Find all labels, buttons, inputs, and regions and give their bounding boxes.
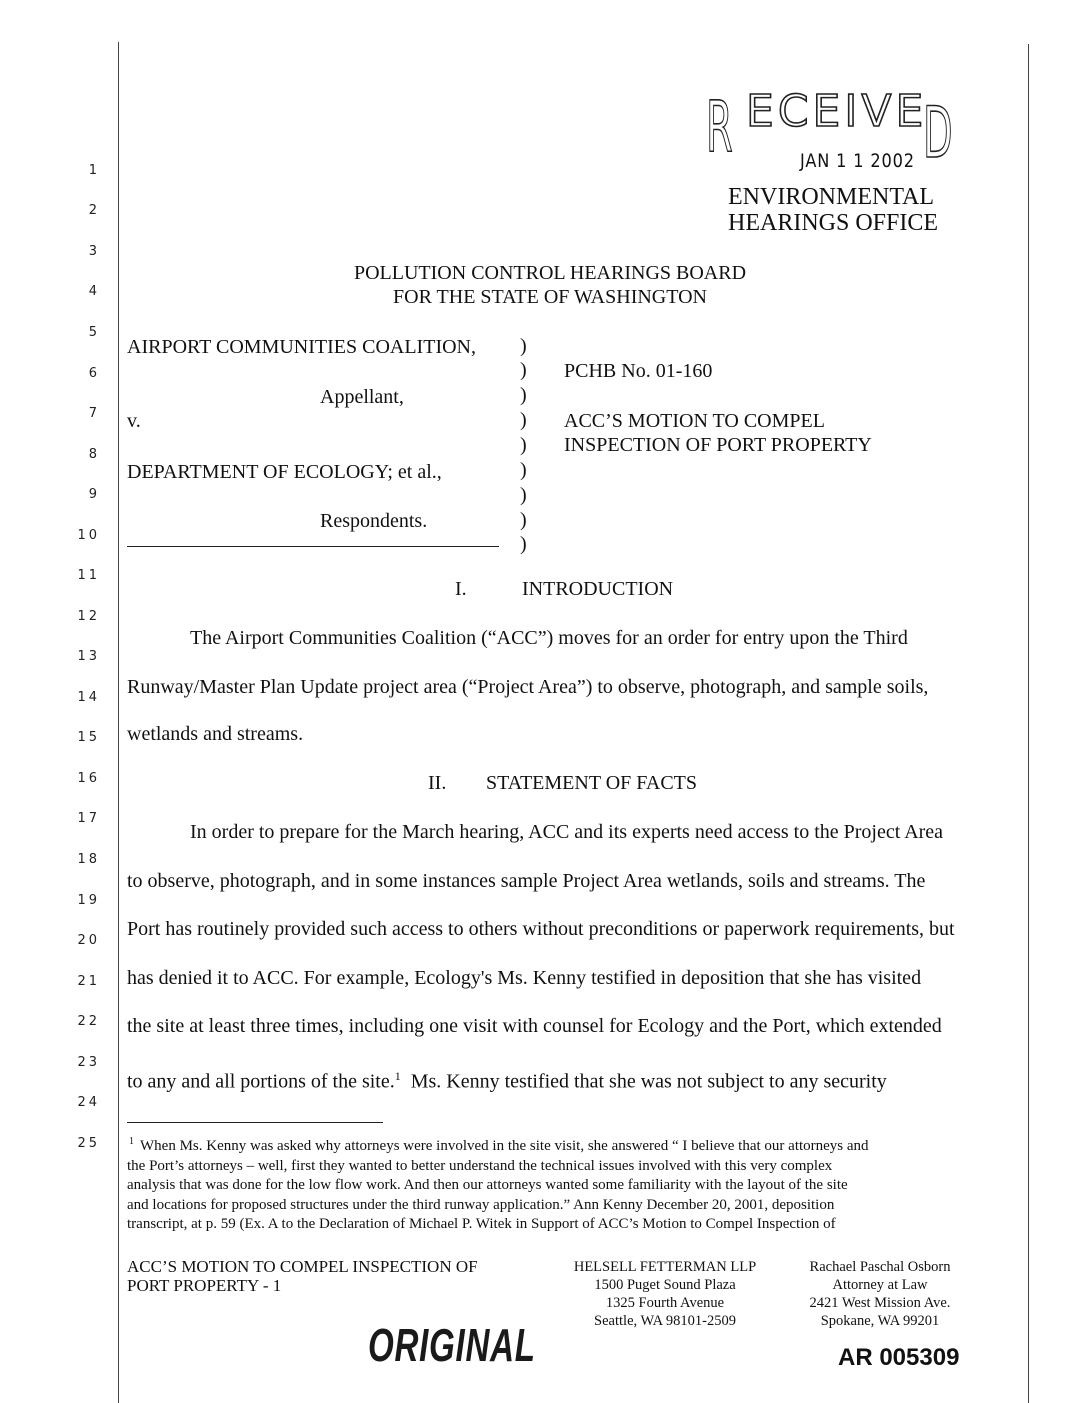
footnote-reference[interactable]: 1 xyxy=(394,1069,401,1083)
footer-doc-title xyxy=(127,1257,478,1295)
line-number: 3 xyxy=(88,244,100,259)
line-number: 5 xyxy=(88,325,100,340)
footnote-line: and locations for proposed structures under the third runway application.” Ann Kenny December 20, 2001, deposition xyxy=(127,1196,835,1213)
body-line: In order to prepare for the March hearing, ACC and its experts need access to the Project Area xyxy=(190,821,944,843)
line-number: 7 xyxy=(88,406,100,421)
respondent-name: DEPARTMENT OF ECOLOGY; et al., xyxy=(127,461,442,483)
body-line: Port has routinely provided such access to others without preconditions or paperwork requirements, but xyxy=(127,918,955,940)
line-number: 23 xyxy=(77,1055,100,1070)
firm-address-line: 1500 Puget Sound Plaza xyxy=(594,1277,736,1293)
body-line: wetlands and streams. xyxy=(127,723,304,745)
caption-paren: ) xyxy=(520,509,527,531)
right-margin-rule xyxy=(1028,44,1029,1403)
footnote-text: When Ms. Kenny was asked why attorneys were involved in the site visit, she answered “ I believe that our attorneys and xyxy=(140,1138,869,1154)
original-stamp: ORIGINAL xyxy=(368,1319,536,1371)
motion-title-line1: ACC’S MOTION TO COMPEL xyxy=(564,410,825,432)
caption-paren: ) xyxy=(520,409,527,431)
caption-paren: ) xyxy=(520,335,527,357)
line-number: 1 xyxy=(88,163,100,178)
line-number: 13 xyxy=(77,649,100,664)
line-number: 25 xyxy=(77,1136,100,1151)
footnote-line: the Port’s attorneys – well, first they wanted to better understand the technical issues involved with this very complex xyxy=(127,1157,833,1174)
received-stamp xyxy=(706,86,996,176)
section-number: I. xyxy=(455,578,467,600)
stamp-letter: D xyxy=(923,92,953,174)
line-number: 6 xyxy=(88,366,100,381)
attorney-name: Rachael Paschal Osborn xyxy=(809,1259,951,1275)
office-name-line1: ENVIRONMENTAL xyxy=(728,184,935,210)
line-number: 21 xyxy=(77,974,100,989)
stamp-letter: C xyxy=(777,86,809,137)
footnote-line xyxy=(127,1132,1027,1157)
line-number: 24 xyxy=(77,1095,100,1110)
body-line: Runway/Master Plan Update project area (“Project Area”) to observe, photograph, and sample soils, xyxy=(127,676,929,698)
line-number: 8 xyxy=(88,447,100,462)
stamp-letter: I xyxy=(844,86,858,137)
board-name: POLLUTION CONTROL HEARINGS BOARD xyxy=(353,262,747,284)
bates-number: AR 005309 xyxy=(838,1344,960,1371)
line-number: 2 xyxy=(88,203,100,218)
caption-paren: ) xyxy=(520,434,527,456)
line-number: 9 xyxy=(88,487,100,502)
caption-paren: ) xyxy=(520,533,527,555)
body-line-text: to any and all portions of the site. xyxy=(127,1070,395,1093)
firm-name: HELSELL FETTERMAN LLP xyxy=(573,1259,757,1275)
stamp-letter: V xyxy=(861,86,892,137)
stamp-letter: E xyxy=(895,86,924,137)
firm-address-line: Seattle, WA 98101-2509 xyxy=(594,1313,736,1329)
caption-paren: ) xyxy=(520,484,527,506)
line-number: 18 xyxy=(77,852,100,867)
body-line: The Airport Communities Coalition (“ACC”) moves for an order for entry upon the Third xyxy=(190,627,908,649)
footer-doc-title-line: PORT PROPERTY - 1 xyxy=(127,1276,282,1295)
body-line-text: Ms. Kenny testified that she was not subject to any security xyxy=(410,1070,887,1093)
line-number: 20 xyxy=(77,933,100,948)
line-number: 12 xyxy=(77,609,100,624)
body-line xyxy=(127,1064,887,1094)
board-state: FOR THE STATE OF WASHINGTON xyxy=(393,286,707,308)
line-number: 11 xyxy=(77,568,100,583)
stamp-letter: R xyxy=(706,86,733,168)
section-heading: STATEMENT OF FACTS xyxy=(486,772,698,794)
firm-address-line: 1325 Fourth Avenue xyxy=(605,1295,725,1311)
footnote-separator xyxy=(127,1122,383,1123)
line-number: 14 xyxy=(77,690,100,705)
body-line: to observe, photograph, and in some instances sample Project Area wetlands, soils and streams. The xyxy=(127,870,926,892)
left-margin-rule xyxy=(118,42,119,1403)
footer-firm-address xyxy=(555,1258,775,1330)
footnote-marker: 1 xyxy=(129,1136,134,1147)
line-number: 16 xyxy=(77,771,100,786)
footer-attorney-address xyxy=(780,1258,980,1330)
respondent-role: Respondents. xyxy=(320,510,428,532)
received-stamp-date: JAN 1 1 2002 xyxy=(800,150,915,172)
attorney-address-line: 2421 West Mission Ave. xyxy=(809,1295,951,1311)
body-line: the site at least three times, including one visit with counsel for Ecology and the Port, which extended xyxy=(127,1015,942,1037)
line-number: 17 xyxy=(77,811,100,826)
appellant-role: Appellant, xyxy=(320,386,404,408)
motion-title-line2: INSPECTION OF PORT PROPERTY xyxy=(564,434,872,456)
footnote-line: transcript, at p. 59 (Ex. A to the Declaration of Michael P. Witek in Support of ACC’s Motion to Compel Inspection of xyxy=(127,1216,836,1232)
attorney-title: Attorney at Law xyxy=(832,1277,928,1293)
appellant-name: AIRPORT COMMUNITIES COALITION, xyxy=(127,336,476,358)
section-heading: INTRODUCTION xyxy=(522,578,674,600)
office-name-line2: HEARINGS OFFICE xyxy=(728,210,939,236)
line-number: 22 xyxy=(77,1014,100,1029)
versus-label: v. xyxy=(127,410,141,432)
section-number: II. xyxy=(428,772,447,794)
attorney-address-line: Spokane, WA 99201 xyxy=(820,1313,940,1329)
case-number: PCHB No. 01-160 xyxy=(564,360,713,382)
stamp-letter: E xyxy=(812,86,841,137)
footer-doc-title-line: ACC’S MOTION TO COMPEL INSPECTION OF xyxy=(127,1257,478,1276)
stamp-letter: E xyxy=(746,86,774,137)
line-number: 19 xyxy=(77,893,100,908)
line-number: 15 xyxy=(77,730,100,745)
caption-paren: ) xyxy=(520,384,527,406)
line-number: 10 xyxy=(77,528,100,543)
caption-paren: ) xyxy=(520,359,527,381)
footnote xyxy=(127,1132,1027,1235)
caption-paren: ) xyxy=(520,459,527,481)
body-line: has denied it to ACC. For example, Ecology's Ms. Kenny testified in deposition that she has visited xyxy=(127,967,922,989)
line-number: 4 xyxy=(88,284,100,299)
caption-rule xyxy=(127,546,499,547)
footnote-line: analysis that was done for the low flow work. And then our attorneys wanted some familiarity with the layout of the site xyxy=(127,1177,848,1193)
